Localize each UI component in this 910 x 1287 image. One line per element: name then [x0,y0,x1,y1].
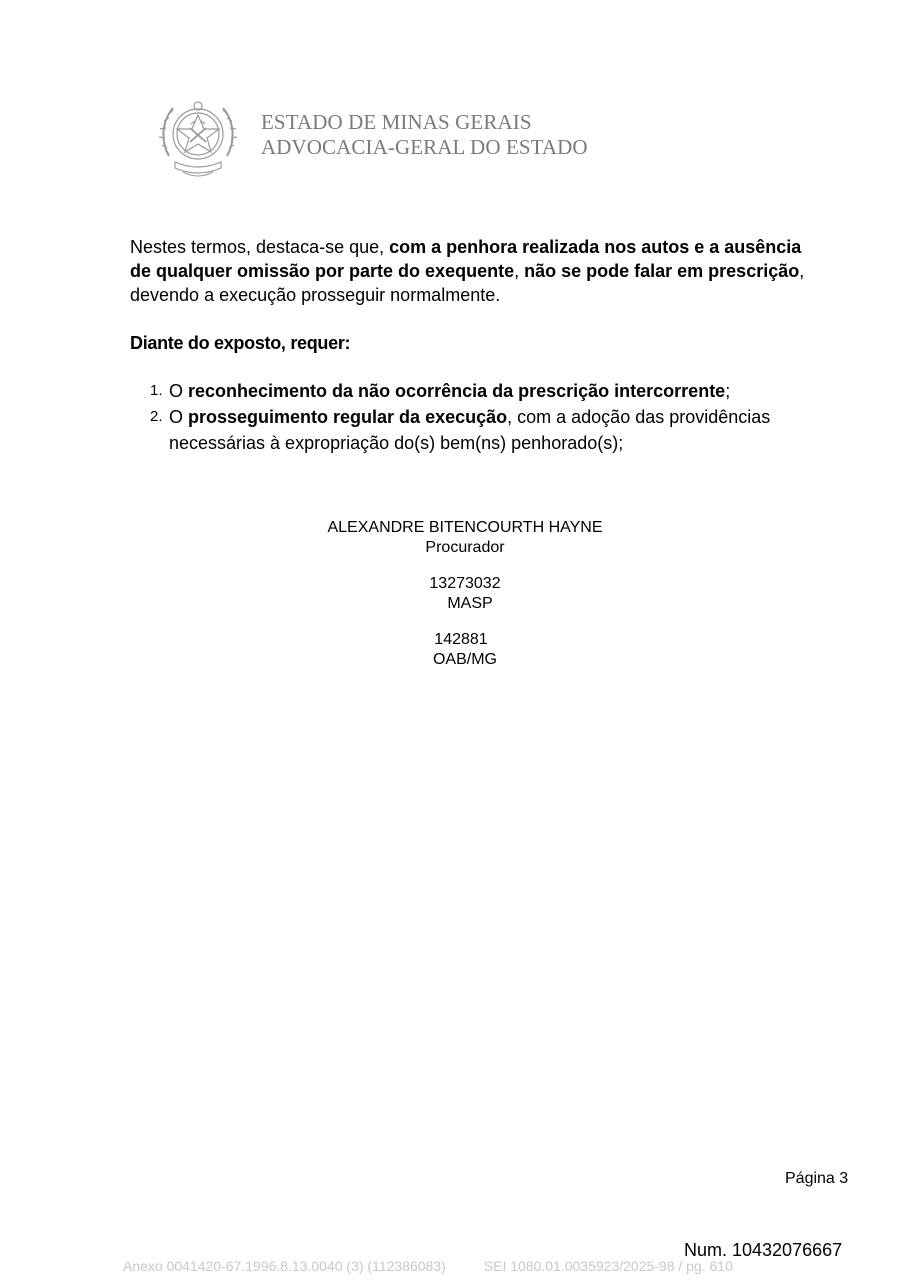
list-item-emphasis: prosseguimento regular da execução [188,407,508,427]
paragraph-text: Nestes termos, destaca-se que, [130,237,390,257]
paragraph-emphasis: não se pode falar em prescrição [524,261,800,281]
signatory-role: Procurador [425,539,505,556]
signature-block [300,518,630,670]
list-item-text: O [169,381,189,401]
agency-name: ADVOCACIA-GERAL DO ESTADO [261,135,588,159]
paragraph-text: , devendo a execução prosseguir normalmente. [130,261,805,305]
letterhead-text [261,110,588,160]
page-number: Página 3 [785,1170,849,1187]
state-name: ESTADO DE MINAS GERAIS [261,110,532,134]
masp-number: 13273032 [429,575,501,592]
list-item-number: 1. [150,382,163,399]
list-item-text: O [169,407,189,427]
list-item-text: , com a adoção das providências necessárias à expropriação do(s) bem(ns) penhorado(s); [169,407,771,453]
annex-reference: Anexo 0041420-67.1996.8.13.0040 (3) (112386083) [123,1258,446,1274]
oab-number: 142881 [434,631,488,648]
conclusion-paragraph [130,235,810,307]
signatory-name: ALEXANDRE BITENCOURTH HAYNE [327,519,603,536]
coat-of-arms-icon [155,94,241,180]
list-item [130,404,810,456]
paragraph-text: , [514,261,525,281]
list-item-number: 2. [150,408,163,425]
list-item-emphasis: reconhecimento da não ocorrência da prescrição intercorrente [188,381,726,401]
footer-watermark [123,1258,733,1274]
letterhead [155,94,655,184]
list-item [130,378,810,404]
list-item-text: ; [725,381,731,401]
requests-heading: Diante do exposto, requer: [130,333,351,353]
document-number: Num. 10432076667 [684,1240,843,1260]
sei-reference: SEI 1080.01.0035923/2025-98 / pg. 610 [483,1258,733,1274]
paragraph-emphasis: com a penhora realizada nos autos e a ausência de qualquer omissão por parte do exequente [130,237,802,281]
oab-label: OAB/MG [432,651,497,668]
masp-label: MASP [447,595,493,612]
request-list [130,378,810,456]
